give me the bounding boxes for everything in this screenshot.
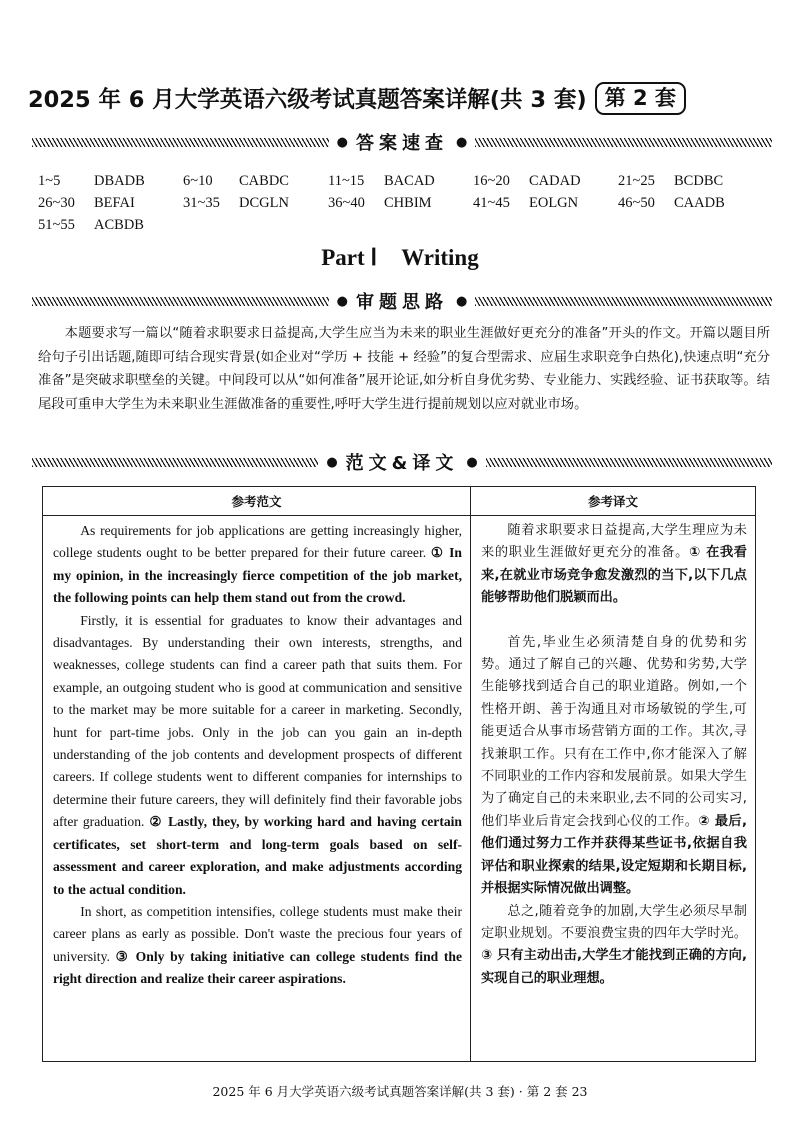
answer-item: 46~50 CAADB: [618, 195, 725, 211]
translation-paragraph: 总之,随着竞争的加剧,大学生必须尽早制定职业规划。不要浪费宝贵的四年大学时光。③ 只有主动出击,大学生才能找到正确的方向,实现自己的职业理想。: [481, 903, 747, 986]
english-column: [43, 487, 471, 1061]
translation-paragraph: 首先,毕业生必须清楚自身的优势和劣势。通过了解自己的兴趣、优势和劣势,大学生能够找到适合自己的职业道路。例如,一个性格开朗、善于沟通且对市场敏锐的学生,可能更适合从事市场营销方面的工作。其次,寻找兼职工作。只有在工作中,你才能深入了解不同职业的工作内容和发展前景。如果大学生为了确定自己的未来职业,去不同的公司实习,他们毕业后肯定会找到心仪的工作。② 最后,他们通过努力工作并获得某些证书,依据自我评估和职业探索的结果,设定短期和长期目标,并根据实际情况做出调整。: [481, 634, 747, 897]
hatch-divider-right: [486, 458, 772, 467]
chinese-column-header: 参考译文: [471, 487, 755, 516]
english-essay: [43, 516, 470, 991]
hatch-divider-left: [32, 458, 318, 467]
english-column-header: 参考范文: [43, 487, 470, 516]
bullet-dot-icon: ●: [326, 454, 338, 470]
analysis-heading-label: 审题思路: [356, 292, 448, 313]
answer-row: [38, 170, 778, 192]
bullet-dot-icon: ●: [456, 293, 468, 309]
answer-item: 31~35 DCGLN: [183, 195, 289, 211]
answer-item: 41~45 EOLGN: [473, 195, 579, 211]
hatch-divider-right: [475, 297, 772, 306]
translation-paragraph: 随着求职要求日益提高,大学生理应为未来的职业生涯做好更充分的准备。① 在我看来,在就业市场竞争愈发激烈的当下,以下几点能够帮助他们脱颖而出。: [481, 523, 747, 606]
essay-paragraph: Firstly, it is essential for graduates to know their advantages and disadvantages. By understanding their own interests, strengths, and weaknesses, college students can find a career path that suits them. For example, an outgoing student who is good at communication and sensitive to the market may be more suitable for a career in marketing. Secondly, hunt for part-time jobs. Only in the job can you gain an in-depth understanding of the job contents and development prospects of different careers. If college students went to different companies for internships to determine their future careers, they will definitely find their favorable jobs after graduation. ② Lastly, they, by working hard and having certain certificates, set short-term and long-term goals based on self-assessment and career exploration, and make adjustments according to the actual condition.: [53, 612, 462, 897]
answer-item: 51~55 ACBDB: [38, 217, 144, 233]
essay-paragraph: As requirements for job applications are getting increasingly higher, college students ought to be better prepared for their future career. ① In my opinion, in the increasingly fierce competition of the job market, the following points can help them stand out from the crowd.: [53, 523, 462, 606]
answer-item: 21~25 BCDBC: [618, 173, 724, 189]
part-label: Part Ⅰ: [321, 245, 378, 270]
key-sentence: ① 在我看来,在就业市场竞争愈发激烈的当下,以下几点能够帮助他们脱颖而出。: [481, 545, 747, 606]
page-title: [28, 78, 772, 118]
chinese-translation: [471, 516, 755, 990]
key-sentence: ② 最后,他们通过努力工作并获得某些证书,依据自我评估和职业探索的结果,设定短期和长期目标,并根据实际情况做出调整。: [481, 813, 747, 897]
key-sentence: ③ 只有主动出击,大学生才能找到正确的方向,实现自己的职业理想。: [481, 948, 747, 986]
answer-item: 16~20 CADAD: [473, 173, 581, 189]
hatch-divider-left: [32, 138, 329, 147]
bullet-dot-icon: ●: [456, 134, 468, 150]
key-sentence: ① In my opinion, in the increasingly fierce competition of the job market, the following points can help them stand out from the crowd.: [53, 545, 462, 606]
part-title: [0, 245, 800, 271]
answer-row: [38, 214, 778, 236]
essay-paragraph: In short, as competition intensifies, college students must make their career plans as early as possible. Don't waste the precious four years of university. ③ Only by taking initiative can college students find the right direction and realize their career aspirations.: [53, 903, 462, 987]
sample-essay-table: [42, 486, 756, 1062]
answer-item: 11~15 BACAD: [328, 173, 435, 189]
hatch-divider-left: [32, 297, 329, 306]
part-name: Writing: [401, 245, 479, 270]
set-tag-badge: 第 2 套: [595, 82, 686, 115]
sample-heading-label: 范文&译文: [345, 453, 459, 474]
answer-item: 6~10 CABDC: [183, 173, 289, 189]
title-text: 2025 年 6 月大学英语六级考试真题答案详解(共 3 套): [28, 87, 587, 113]
bullet-dot-icon: ●: [336, 134, 348, 150]
bullet-dot-icon: ●: [336, 293, 348, 309]
answers-section-heading: [32, 128, 772, 156]
key-sentence: ② Lastly, they, by working hard and having certain certificates, set short-term and long-term goals based on self-assessment and career exploration, and make adjustments according to the actual condition.: [53, 814, 462, 897]
answers-heading-label: 答案速查: [356, 133, 448, 154]
hatch-divider-right: [475, 138, 772, 147]
page-footer: 2025 年 6 月大学英语六级考试真题答案详解(共 3 套) · 第 2 套 23: [212, 1084, 588, 1099]
answer-item: 26~30 BEFAI: [38, 195, 135, 211]
answer-key: [38, 170, 778, 236]
answer-item: 36~40 CHBIM: [328, 195, 432, 211]
answer-item: 1~5 DBADB: [38, 173, 145, 189]
analysis-paragraph: 本题要求写一篇以“随着求职要求日益提高,大学生应当为未来的职业生涯做好更充分的准备”开头的作文。开篇以题目所给句子引出话题,随即可结合现实背景(如企业对“学历 + 技能 + 经验”的复合型需求、应届生求职竞争白热化),快速点明“充分准备”是突破求职壁垒的关键。中间段可以从“如何准备”展开论证,如分析自身优劣势、专业能力、实践经验、证书获取等。结尾段可重申大学生为未来职业生涯做准备的重要性,呼吁大学生进行提前规划以应对就业市场。: [38, 326, 770, 412]
sample-section-heading: [32, 448, 772, 476]
answer-row: [38, 192, 778, 214]
chinese-column: [471, 487, 755, 1061]
bullet-dot-icon: ●: [466, 454, 478, 470]
key-sentence: ③ Only by taking initiative can college students find the right direction and realize their career aspirations.: [53, 948, 462, 987]
analysis-section-heading: [32, 287, 772, 315]
